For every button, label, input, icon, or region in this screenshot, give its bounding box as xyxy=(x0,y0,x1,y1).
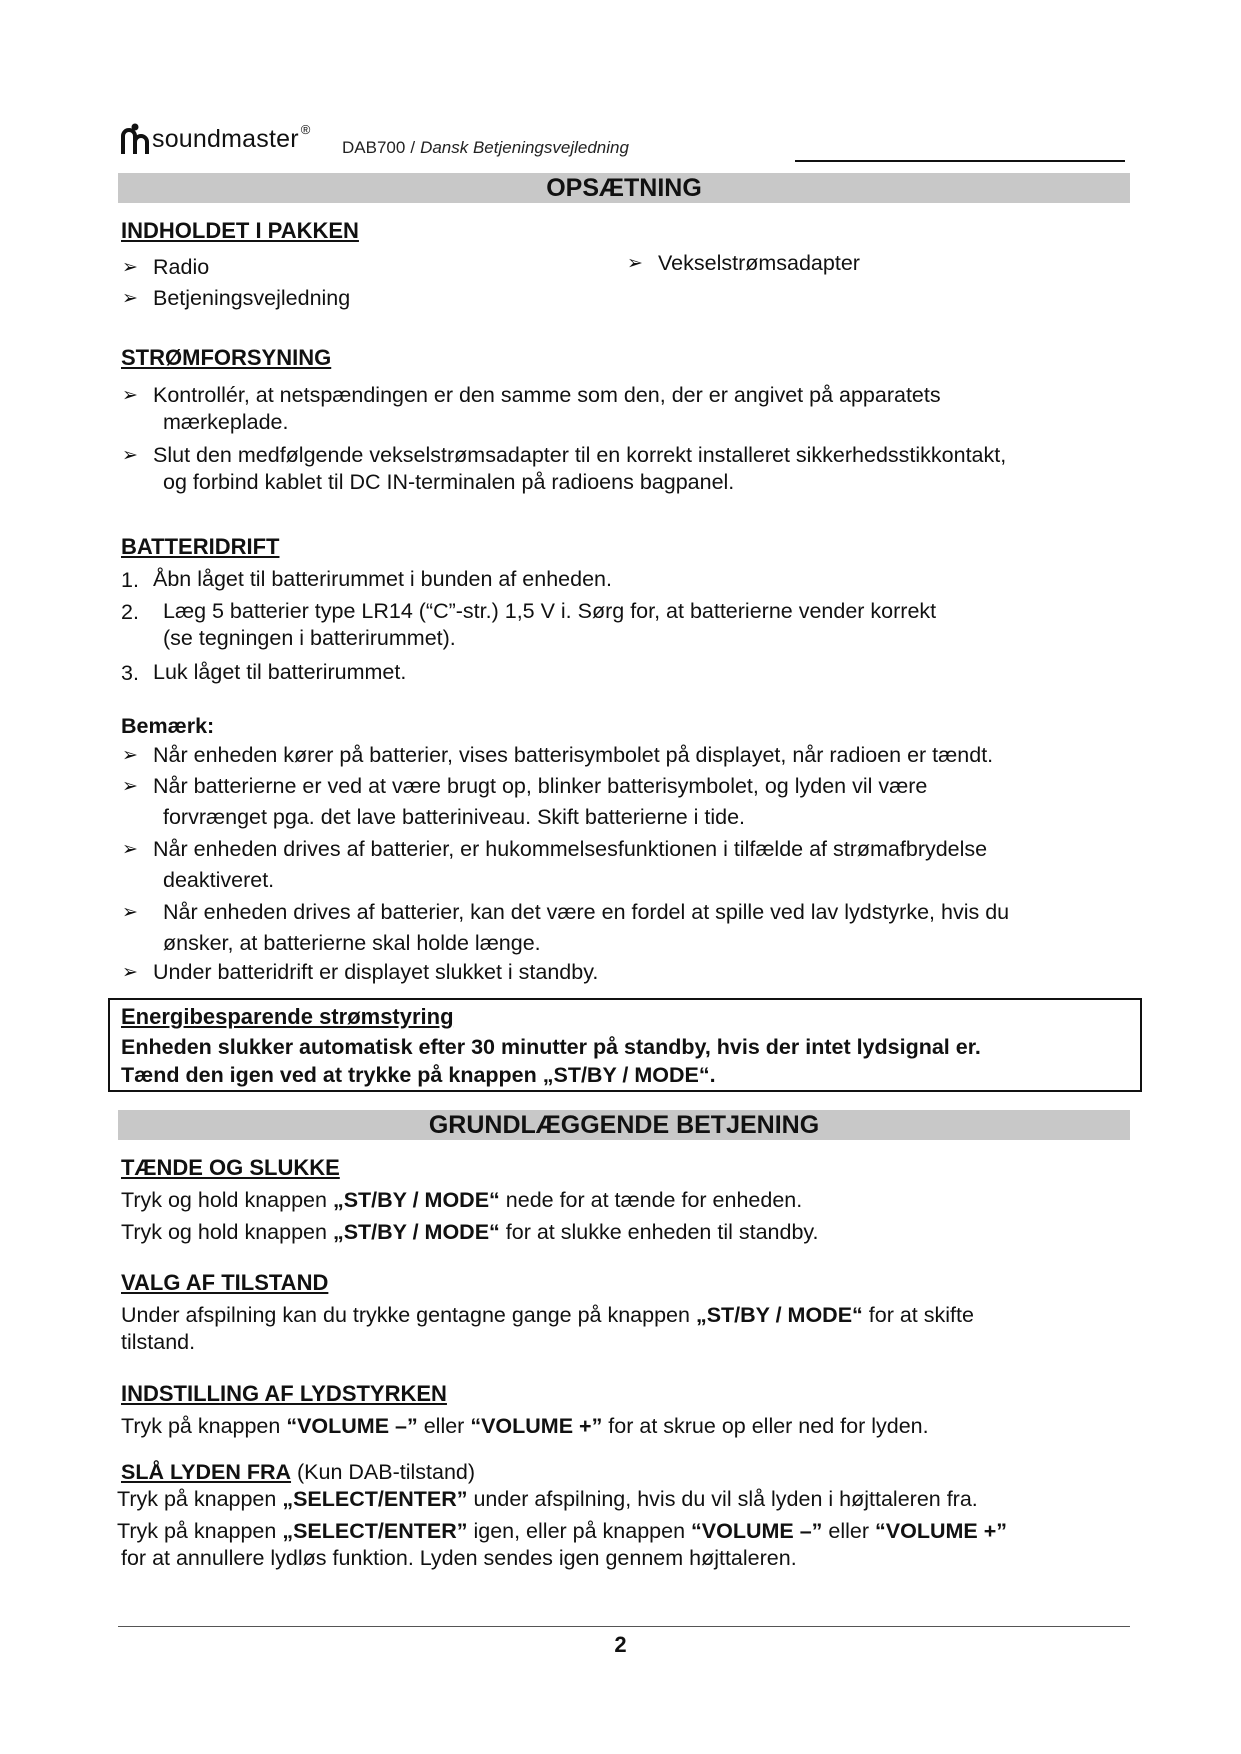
power-heading: STRØMFORSYNING xyxy=(121,345,332,370)
header-subtitle xyxy=(342,138,629,158)
section-title-setup: OPSÆTNING xyxy=(118,173,1130,203)
button-reference: “VOLUME –” xyxy=(691,1519,823,1543)
step-number: 2. xyxy=(121,600,139,624)
text-segment: nede for at tænde for enheden. xyxy=(499,1188,803,1212)
note-heading: Bemærk: xyxy=(121,714,215,738)
bullet-arrow-icon: ➢ xyxy=(122,385,138,406)
button-reference: „ST/BY / MODE“ xyxy=(332,1188,500,1212)
package-item: Betjeningsvejledning xyxy=(153,286,351,310)
step-number: 1. xyxy=(121,568,139,592)
text-segment: Tryk og hold knappen xyxy=(121,1188,333,1212)
power-item-2-line-1: Slut den medfølgende vekselstrømsadapter til en korrekt installeret sikkerhedsstikkontakt, xyxy=(153,443,1007,467)
text-segment: igen, eller på knappen xyxy=(467,1519,692,1543)
soundmaster-logo-icon xyxy=(120,122,150,156)
bullet-arrow-icon: ➢ xyxy=(122,445,138,466)
battery-step-3: Luk låget til batterirummet. xyxy=(153,660,407,684)
package-heading: INDHOLDET I PAKKEN xyxy=(121,218,359,243)
document-title: Dansk Betjeningsvejledning xyxy=(420,138,629,157)
header-rule xyxy=(795,160,1125,162)
energy-box-line-1: Enheden slukker automatisk efter 30 minutter på standby, hvis der intet lydsignal er. xyxy=(121,1035,981,1059)
energy-box-heading: Energibesparende strømstyring xyxy=(121,1004,454,1029)
power-item-1-line-1: Kontrollér, at netspændingen er den samme som den, der er angivet på apparatets xyxy=(153,383,941,407)
header-separator: / xyxy=(410,138,416,157)
bullet-arrow-icon: ➢ xyxy=(122,962,138,983)
page-number: 2 xyxy=(614,1632,627,1657)
button-reference: „SELECT/ENTER” xyxy=(282,1487,468,1511)
text-segment: Tryk på knappen xyxy=(117,1519,283,1543)
mute-heading: SLÅ LYDEN FRA xyxy=(121,1460,292,1484)
button-reference: “VOLUME +” xyxy=(875,1519,1008,1543)
power-item-1-line-2: mærkeplade. xyxy=(163,410,289,434)
registered-mark: ® xyxy=(300,121,311,137)
note-item-3-line-1: Når enheden drives af batterier, er hukommelsesfunktionen i tilfælde af strømafbrydelse xyxy=(153,837,988,861)
button-reference: “VOLUME +” xyxy=(470,1414,603,1438)
page-header xyxy=(120,118,1130,162)
text-segment: for at slukke enheden til standby. xyxy=(499,1220,819,1244)
note-item-2-line-1: Når batterierne er ved at være brugt op, blinker batterisymbolet, og lyden vil være xyxy=(153,774,928,798)
bullet-arrow-icon: ➢ xyxy=(122,745,138,766)
text-segment: for at skrue op eller ned for lyden. xyxy=(602,1414,929,1438)
battery-heading: BATTERIDRIFT xyxy=(121,534,280,559)
mute-heading-suffix: (Kun DAB-tilstand) xyxy=(291,1460,476,1484)
battery-step-2-line-1: Læg 5 batterier type LR14 (“C”-str.) 1,5 V i. Sørg for, at batterierne vender korrekt xyxy=(163,599,937,623)
text-segment: for at skifte xyxy=(862,1303,974,1327)
battery-step-1: Åbn låget til batterirummet i bunden af enheden. xyxy=(153,567,612,591)
package-item: Vekselstrømsadapter xyxy=(658,251,860,275)
note-item-5: Under batteridrift er displayet slukket i standby. xyxy=(153,960,599,984)
button-reference: “VOLUME –” xyxy=(286,1414,418,1438)
text-segment: Tryk og hold knappen xyxy=(121,1220,333,1244)
energy-box-line-2: Tænd den igen ved at trykke på knappen „ST/BY / MODE“. xyxy=(121,1063,716,1087)
on-off-line-1 xyxy=(121,1187,802,1214)
volume-heading: INDSTILLING AF LYDSTYRKEN xyxy=(121,1381,447,1406)
note-item-4-line-2: ønsker, at batterierne skal holde længe. xyxy=(163,931,541,955)
mute-line-1 xyxy=(117,1486,978,1513)
text-segment: Tryk på knappen xyxy=(117,1487,283,1511)
text-segment: eller xyxy=(822,1519,875,1543)
brand-name: soundmaster xyxy=(152,124,299,153)
battery-step-2-line-2: (se tegningen i batterirummet). xyxy=(163,626,456,650)
power-item-2-line-2: og forbind kablet til DC IN-terminalen på radioens bagpanel. xyxy=(163,470,735,494)
mute-line-3: for at annullere lydløs funktion. Lyden sendes igen gennem højttaleren. xyxy=(121,1546,797,1570)
section-title-basic-operation: GRUNDLÆGGENDE BETJENING xyxy=(118,1110,1130,1140)
mode-line-2: tilstand. xyxy=(121,1330,196,1354)
bullet-arrow-icon: ➢ xyxy=(122,902,138,923)
on-off-line-2 xyxy=(121,1219,819,1246)
bullet-arrow-icon: ➢ xyxy=(122,776,138,797)
button-reference: „SELECT/ENTER” xyxy=(282,1519,468,1543)
footer-rule xyxy=(118,1626,1130,1627)
step-number: 3. xyxy=(121,661,139,685)
mute-heading-row xyxy=(121,1459,475,1486)
text-segment: Tryk på knappen xyxy=(121,1414,287,1438)
text-segment: Under afspilning kan du trykke gentagne gange på knappen xyxy=(121,1303,696,1327)
mode-heading: VALG AF TILSTAND xyxy=(121,1270,329,1295)
note-item-3-line-2: deaktiveret. xyxy=(163,868,275,892)
note-item-1: Når enheden kører på batterier, vises batterisymbolet på displayet, når radioen er tændt. xyxy=(153,743,994,767)
text-segment: eller xyxy=(417,1414,471,1438)
note-item-4-line-1: Når enheden drives af batterier, kan det være en fordel at spille ved lav lydstyrke, hvis du xyxy=(163,900,1010,924)
on-off-heading: TÆNDE OG SLUKKE xyxy=(121,1155,340,1180)
model-name: DAB700 xyxy=(342,138,406,157)
bullet-arrow-icon: ➢ xyxy=(122,839,138,860)
button-reference: „ST/BY / MODE“ xyxy=(332,1220,500,1244)
volume-line xyxy=(121,1413,929,1440)
button-reference: „ST/BY / MODE“ xyxy=(695,1303,863,1327)
bullet-arrow-icon: ➢ xyxy=(122,257,138,278)
package-item: Radio xyxy=(153,255,210,279)
brand-logo xyxy=(120,122,310,156)
bullet-arrow-icon: ➢ xyxy=(627,253,643,274)
note-item-2-line-2: forvrænget pga. det lave batteriniveau. Skift batterierne i tide. xyxy=(163,805,746,829)
text-segment: under afspilning, hvis du vil slå lyden i højttaleren fra. xyxy=(467,1487,978,1511)
mode-line-1 xyxy=(121,1302,974,1329)
bullet-arrow-icon: ➢ xyxy=(122,288,138,309)
mute-line-2 xyxy=(117,1518,1007,1545)
